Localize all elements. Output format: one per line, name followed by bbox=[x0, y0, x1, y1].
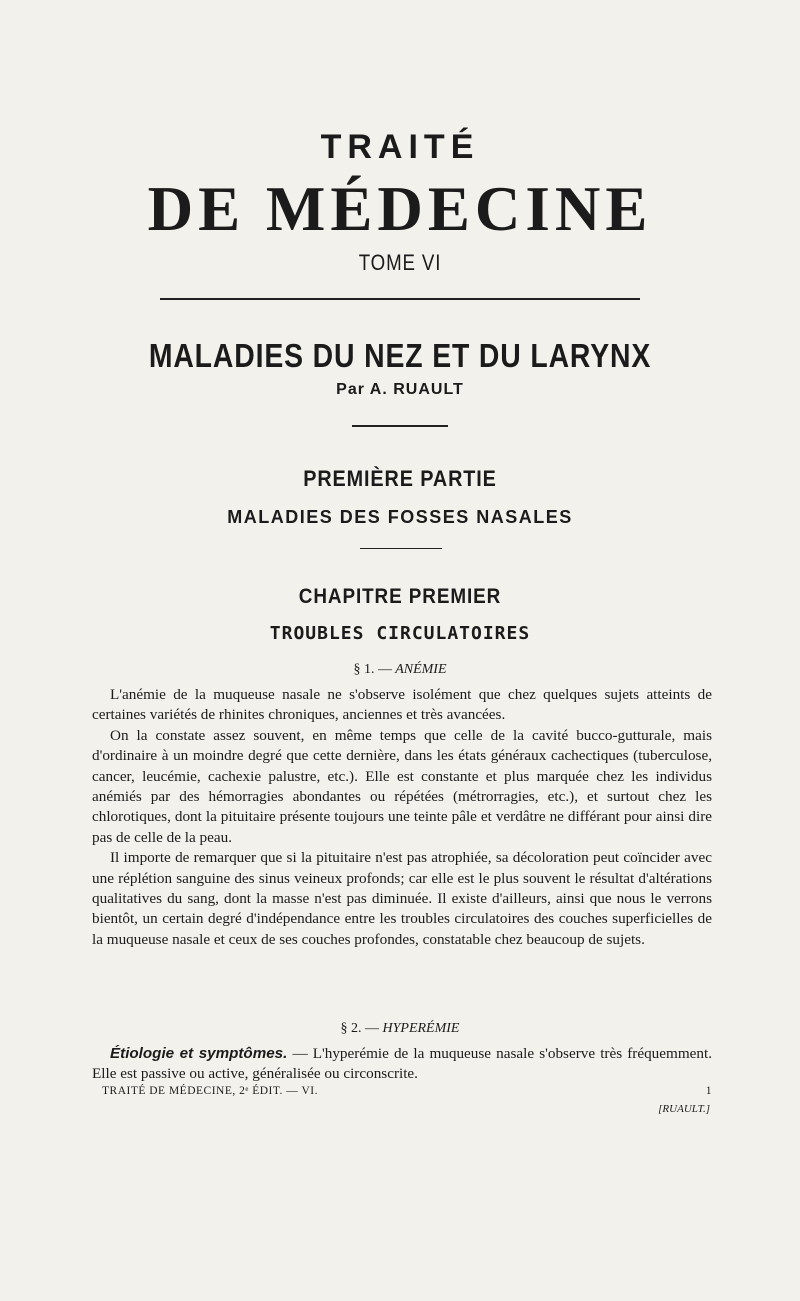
book-title-line2: DE MÉDECINE bbox=[147, 174, 653, 244]
work-title: MALADIES DU NEZ ET DU LARYNX bbox=[148, 337, 652, 374]
author-divider bbox=[352, 425, 448, 427]
paragraph-text: — L'hyperémie de la muqueuse nasale s'observe très fréquemment. Elle est passive ou active, généralisée ou circonscrite. bbox=[92, 1045, 712, 1083]
section-body bbox=[92, 685, 712, 950]
paragraph: On la constate assez souvent, en même temps que celle de la cavité bucco-gutturale, mais d'ordinaire à un moindre degré que cette dernière, dans les états généraux cachectiques (tuberculose, cancer, leucémie, cachexie palustre, etc.). Elle est constante et plus marquée chez les individus anémiés par des hémorragies abondantes ou répétées (métrorragies, etc.), et surtout chez les chlorotiques, dont la pituitaire présente toujours une teinte pâle et verdâtre ne différant pour ainsi dire pas de celle de la peau. bbox=[92, 726, 712, 846]
paragraph bbox=[92, 1044, 712, 1085]
section-title: HYPERÉMIE bbox=[382, 1021, 460, 1036]
paragraph: Il importe de remarquer que si la pituitaire n'est pas atrophiée, sa décoloration peut coïncider avec une réplétion sanguine des sinus veineux profonds; car elle est le plus souvent le résultat d'altérations qualitatives du sang, dont la masse n'est pas diminuée. Il existe d'ailleurs, ainsi que nous le verrons bientôt, un certain degré d'indépendance entre les troubles circulatoires des couches superficielles de la muqueuse nasale et ceux de ses couches profondes, constatable chez beaucoup de sujets. bbox=[92, 849, 712, 948]
title-divider bbox=[160, 298, 640, 300]
part-label: PREMIÈRE PARTIE bbox=[303, 466, 497, 491]
section-title: ANÉMIE bbox=[395, 662, 447, 677]
section-heading bbox=[0, 1021, 800, 1037]
section-heading bbox=[0, 662, 800, 678]
footer-book-reference: TRAITÉ DE MÉDECINE, 2ᵉ ÉDIT. — VI. bbox=[102, 1085, 318, 1097]
part-title: MALADIES DES FOSSES NASALES bbox=[227, 507, 573, 527]
chapter-title: TROUBLES CIRCULATOIRES bbox=[269, 623, 531, 644]
author-line: Par A. RUAULT bbox=[336, 381, 464, 398]
runin-heading: Étiologie et symptômes. bbox=[110, 1045, 288, 1062]
page-footer bbox=[102, 1085, 712, 1097]
footer-signature-number: 1 bbox=[705, 1085, 712, 1097]
section-body bbox=[92, 1044, 712, 1085]
part-divider bbox=[360, 548, 442, 549]
chapter-label: CHAPITRE PREMIER bbox=[298, 585, 502, 608]
paragraph: L'anémie de la muqueuse nasale ne s'observe isolément que chez quelques sujets atteints de certaines variétés de rhinites chroniques, anciennes et très avancées. bbox=[92, 686, 712, 724]
book-title-line1: TRAITÉ bbox=[320, 128, 480, 166]
section-number: § 2. — bbox=[340, 1021, 379, 1036]
volume-label: TOME VI bbox=[358, 250, 442, 275]
printer-signature: [RUAULT.] bbox=[658, 1103, 710, 1115]
section-number: § 1. — bbox=[353, 662, 392, 677]
